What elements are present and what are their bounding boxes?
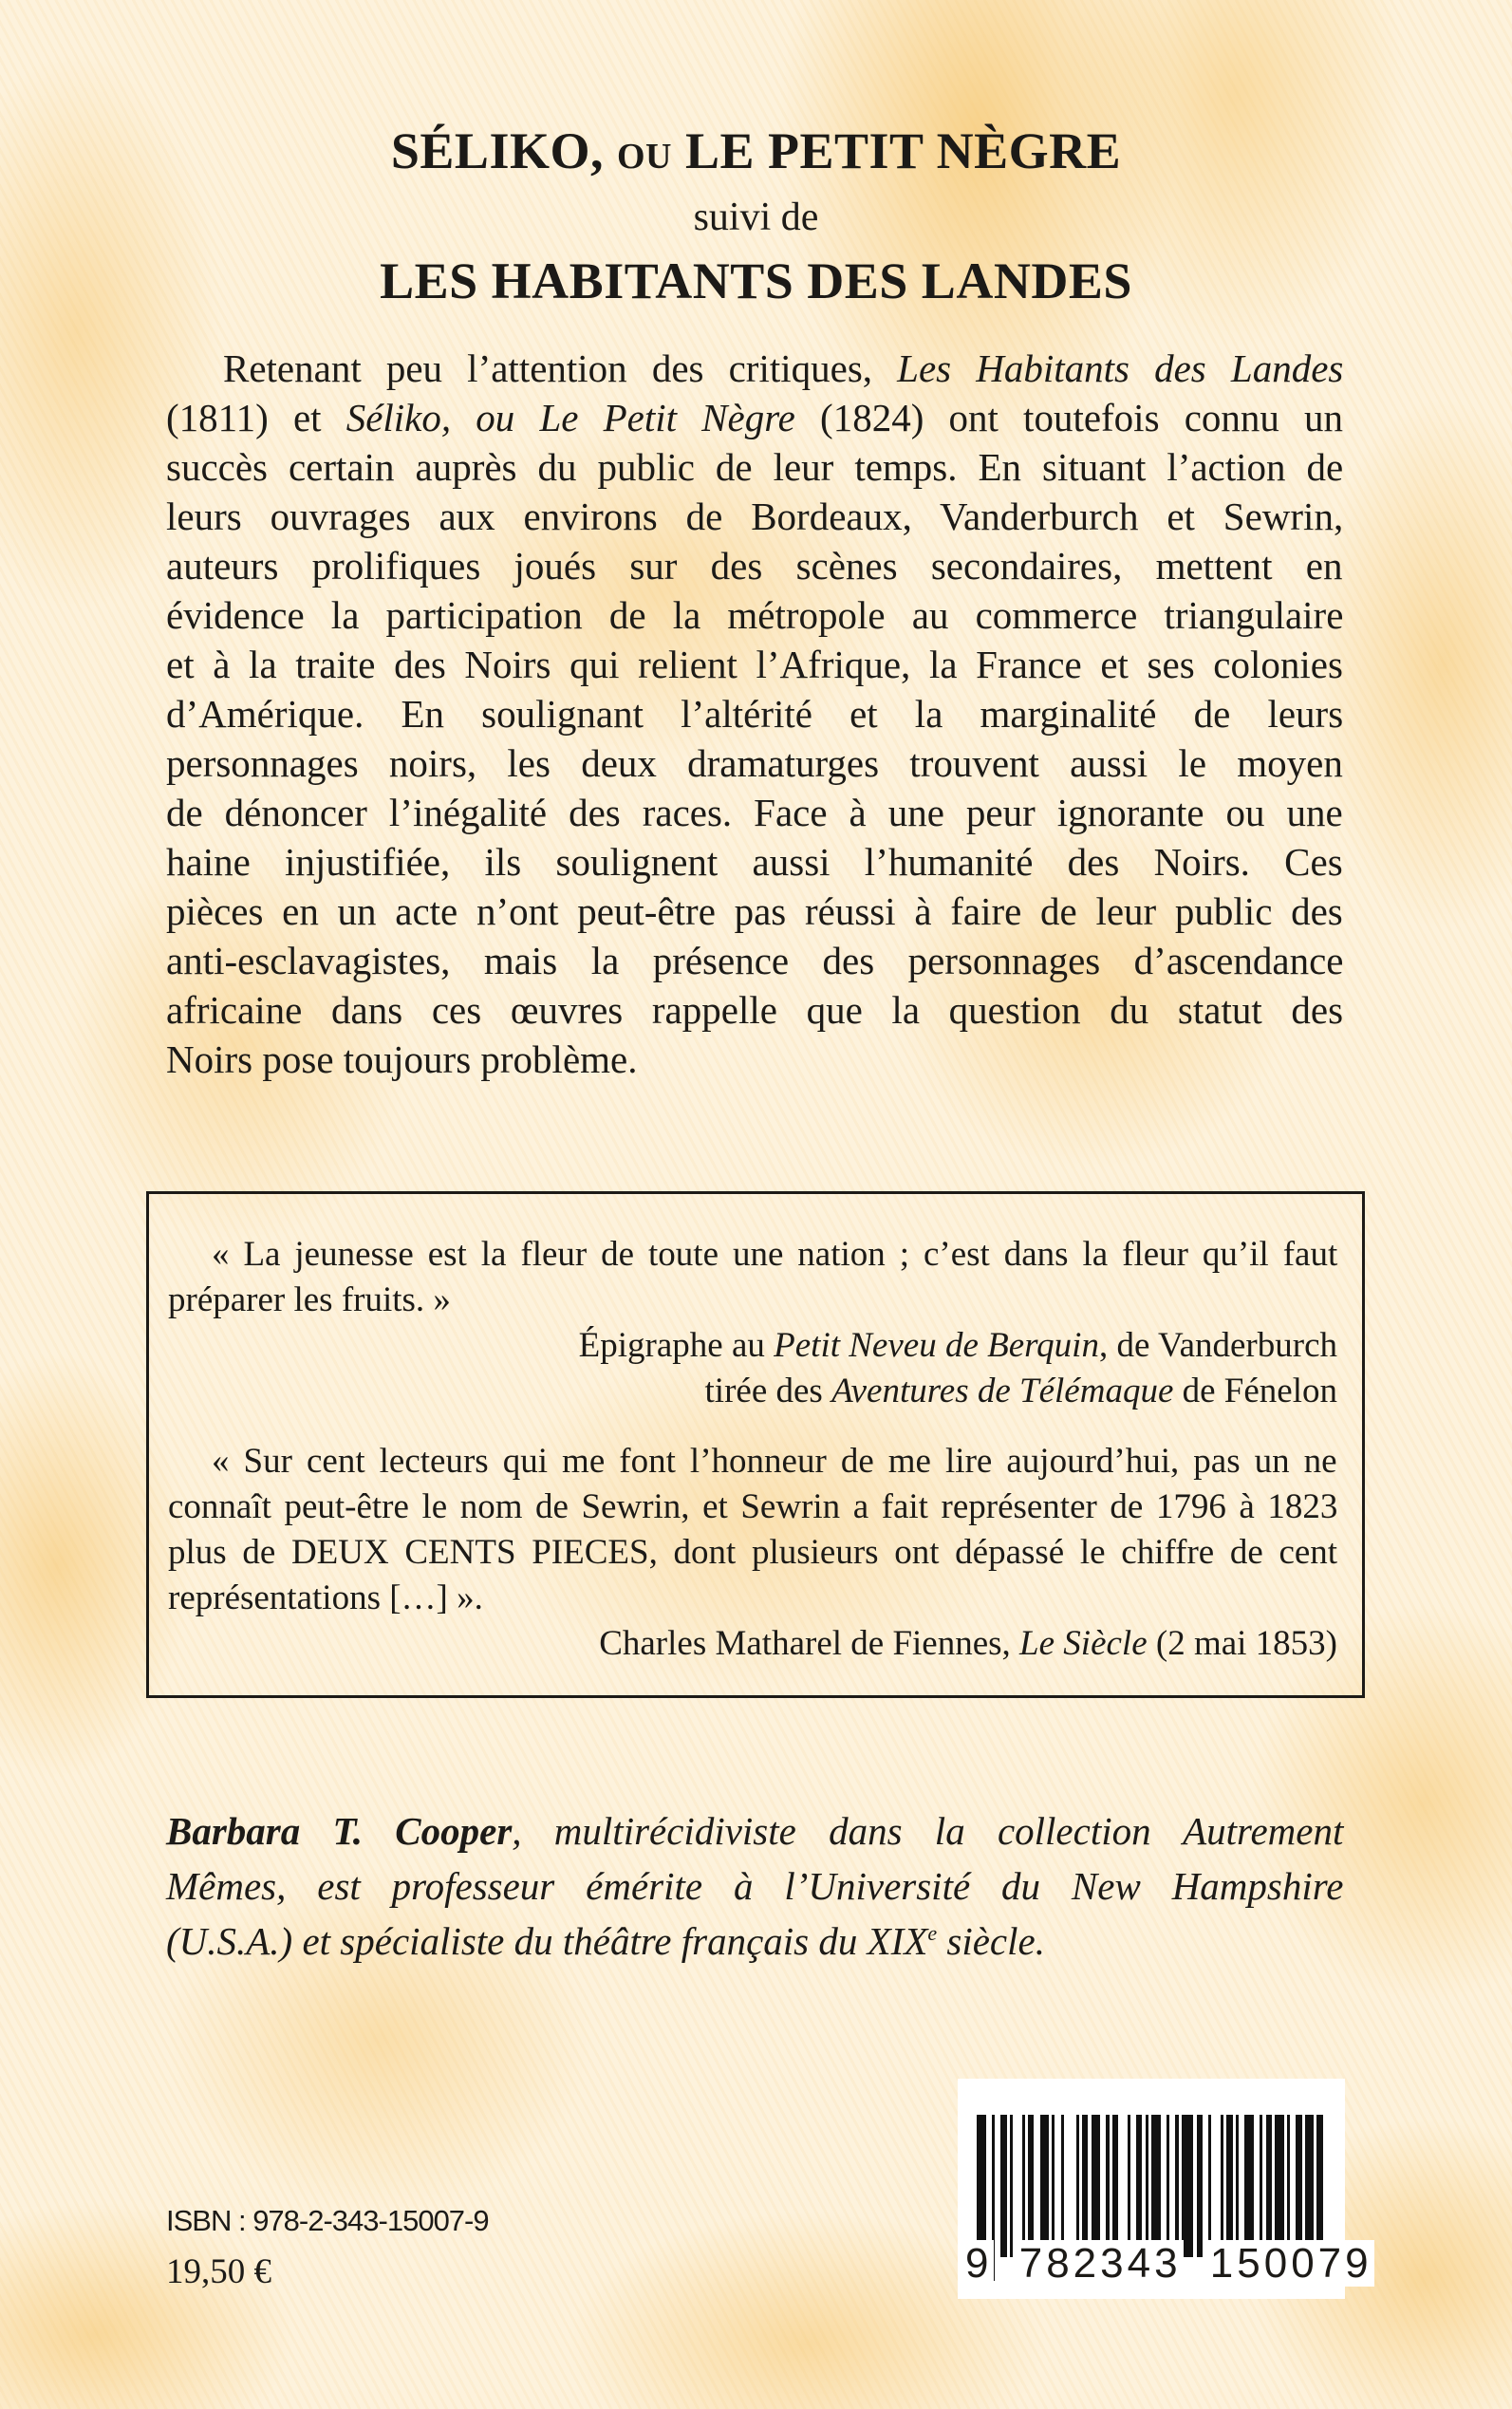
barcode-bar — [1167, 2115, 1169, 2257]
barcode-bar — [1112, 2115, 1118, 2257]
quote-fenelon — [168, 1232, 1337, 1414]
summary-line — [166, 393, 1343, 442]
summary-line — [166, 837, 1343, 887]
barcode-bar — [1275, 2115, 1284, 2257]
bio-text-1: , multirécidiviste dans la collection Autrement — [512, 1809, 1344, 1853]
barcode-bar — [1000, 2115, 1006, 2257]
barcode-bar — [1197, 2115, 1203, 2257]
summary-line — [166, 985, 1343, 1035]
barcode-bar — [1082, 2115, 1088, 2257]
text-run: de Fénelon — [1173, 1372, 1337, 1410]
italic-title: Petit Neveu de Berquin — [774, 1326, 1099, 1365]
barcode-bar — [1052, 2115, 1055, 2257]
italic-title: Le Siècle — [1019, 1624, 1148, 1663]
barcode-bar — [1010, 2115, 1013, 2257]
quote-line: plus de DEUX CENTS PIECES, dont plusieurs ont dépassé le chiffre de cent — [168, 1533, 1338, 1572]
text-run: anti-esclavagistes, mais la présence des personnages d’ascendance — [166, 939, 1344, 982]
summary-line — [166, 640, 1343, 689]
author-bio — [166, 1803, 1343, 1969]
summary-line — [166, 788, 1343, 837]
summary-line — [166, 738, 1343, 788]
quote-attribution — [168, 1323, 1337, 1369]
barcode-bar — [1106, 2115, 1109, 2257]
barcode-bar — [1305, 2115, 1315, 2257]
italic-title: Les Habitants des Landes — [897, 346, 1344, 390]
quotes-box — [146, 1191, 1365, 1698]
quote-line: « Sur cent lecteurs qui me font l’honneur de me lire aujourd’hui, pas un ne — [212, 1442, 1337, 1481]
text-run: Retenant peu l’attention des critiques, — [223, 346, 898, 390]
barcode-bar — [1175, 2115, 1178, 2257]
barcode-bar — [1182, 2115, 1194, 2257]
title-main — [0, 121, 1512, 180]
italic-title: Aventures de Télémaque — [831, 1372, 1174, 1410]
bio-line-1 — [166, 1803, 1343, 1858]
barcode-bar — [1128, 2115, 1130, 2257]
text-run: haine injustifiée, ils soulignent aussi l’humanité des Noirs. Ces — [166, 840, 1343, 884]
barcode-digits-left: 782343 — [1018, 2240, 1182, 2287]
text-run: et à la traite des Noirs qui relient l’Afrique, la France et ses colonies — [166, 643, 1343, 686]
bio-line-3 — [166, 1914, 1343, 1969]
quote-line: préparer les fruits. » — [168, 1280, 451, 1319]
barcode — [958, 2079, 1372, 2299]
summary-line — [166, 1035, 1343, 1084]
text-run: personnages noirs, les deux dramaturges trouvent aussi le moyen — [166, 741, 1343, 785]
text-run: de dénoncer l’inégalité des races. Face à une peur ignorante ou une — [166, 791, 1343, 834]
title-ou: OU — [616, 137, 672, 177]
summary-paragraph — [166, 344, 1343, 1084]
text-run: tirée des — [704, 1372, 832, 1410]
summary-line — [166, 492, 1343, 541]
quote-attribution — [168, 1369, 1337, 1414]
barcode-bar — [1092, 2115, 1101, 2257]
text-run: Charles Matharel de Fiennes, — [599, 1624, 1020, 1663]
text-run: succès certain auprès du public de leur temps. En situant l’action de — [166, 445, 1344, 489]
text-run: pièces en un acte n’ont peut-être pas réussi à faire de leur public des — [166, 889, 1343, 933]
text-run: Épigraphe au — [578, 1326, 775, 1365]
barcode-bar — [1028, 2115, 1034, 2257]
barcode-bar — [1221, 2115, 1223, 2257]
author-name: Barbara T. Cooper — [166, 1809, 513, 1853]
quote-line: « La jeunesse est la fleur de toute une nation ; c’est dans la fleur qu’il faut — [212, 1235, 1338, 1274]
text-run: Noirs pose toujours problème. — [166, 1037, 638, 1081]
barcode-bar — [1022, 2115, 1025, 2257]
barcode-digits-right: 150079 — [1209, 2240, 1372, 2287]
title-part1: SÉLIKO, — [390, 122, 604, 179]
barcode-bar — [1076, 2115, 1079, 2257]
title-second-work: LES HABITANTS DES LANDES — [380, 252, 1132, 309]
text-run: évidence la participation de la métropole au commerce triangulaire — [166, 593, 1344, 637]
barcode-bar — [1040, 2115, 1050, 2257]
barcode-digit-first: 9 — [965, 2240, 993, 2287]
barcode-digits — [963, 2240, 1372, 2288]
bio-line-2: Mêmes, est professeur émérite à l’Université du New Hampshire — [166, 1864, 1344, 1908]
summary-line — [166, 541, 1343, 590]
bio-text-3a: (U.S.A.) et spécialiste du théâtre français du XIX — [166, 1919, 928, 1963]
isbn: ISBN : 978-2-343-15007-9 — [166, 2204, 489, 2237]
barcode-bar — [1266, 2115, 1272, 2257]
bio-text-3b: siècle. — [937, 1919, 1045, 1963]
text-run: d’Amérique. En soulignant l’altérité et la marginalité de leurs — [166, 692, 1344, 736]
text-run: africaine dans ces œuvres rappelle que la question du statut des — [166, 988, 1344, 1032]
text-run: (1824) ont toutefois connu un — [794, 396, 1344, 439]
quote-line: connaît peut-être le nom de Sewrin, et Sewrin a fait représenter de 1796 à 1823 — [168, 1487, 1338, 1526]
barcode-bar — [1208, 2115, 1211, 2257]
barcode-bar — [1296, 2115, 1301, 2257]
century-superscript: e — [927, 1921, 938, 1945]
text-run: leurs ouvrages aux environs de Bordeaux, Vanderburch et Sewrin, — [166, 495, 1344, 538]
quote-line: représentations […] ». — [168, 1578, 483, 1617]
barcode-bar — [1226, 2115, 1232, 2257]
text-run: (1811) et — [166, 396, 346, 439]
summary-line — [166, 689, 1343, 738]
barcode-bar — [1260, 2115, 1262, 2257]
summary-line — [166, 887, 1343, 936]
summary-line — [166, 344, 1343, 393]
text-run: auteurs prolifiques joués sur des scènes secondaires, mettent en — [166, 544, 1343, 588]
text-run: (2 mai 1853) — [1147, 1624, 1337, 1663]
barcode-bar — [1287, 2115, 1290, 2257]
barcode-bar — [1061, 2115, 1064, 2257]
text-run: , de Vanderburch — [1098, 1326, 1337, 1365]
subtitle-connector: suivi de — [693, 196, 819, 239]
summary-line — [166, 590, 1343, 640]
price: 19,50 € — [166, 2252, 271, 2291]
barcode-bar — [1236, 2115, 1239, 2257]
summary-line — [166, 936, 1343, 985]
barcode-bar — [1136, 2115, 1142, 2257]
barcode-bar — [1244, 2115, 1254, 2257]
quote-matharel — [168, 1439, 1337, 1667]
italic-title: Séliko, ou Le Petit Nègre — [345, 396, 795, 439]
title-part2: LE PETIT NÈGRE — [684, 122, 1122, 179]
quote-attribution — [168, 1621, 1337, 1667]
summary-line — [166, 442, 1343, 492]
